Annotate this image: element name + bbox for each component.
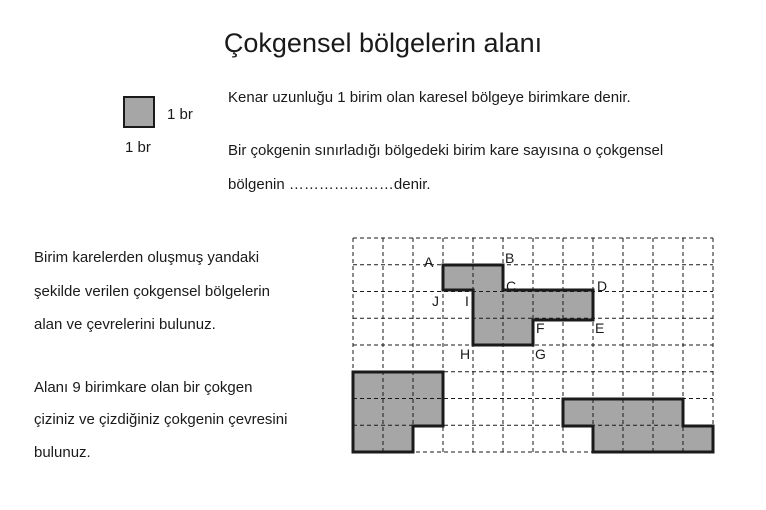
- exercise2-line-3: bulunuz.: [34, 444, 91, 461]
- exercise2-line-1: Alanı 9 birimkare olan bir çokgen: [34, 379, 253, 396]
- page-title: Çokgensel bölgelerin alanı: [223, 28, 543, 58]
- area-definition-line-1: Bir çokgenin sınırladığı bölgedeki birim kare sayısına o çokgensel: [228, 142, 664, 159]
- unit-side-label-bottom: 1 br: [125, 139, 151, 156]
- point-label-e: E: [595, 320, 605, 336]
- point-label-d: D: [597, 278, 608, 294]
- point-label-f: F: [536, 320, 545, 336]
- point-label-i: I: [465, 293, 469, 309]
- area-definition-line-2: bölgenin …………………denir.: [228, 176, 431, 193]
- point-label-j: J: [432, 293, 439, 309]
- exercise2-line-2: çiziniz ve çizdiğiniz çokgenin çevresini: [34, 411, 288, 428]
- point-label-a: A: [424, 254, 434, 270]
- point-label-h: H: [460, 346, 471, 362]
- point-label-c: C: [506, 278, 517, 294]
- exercise1-line-2: şekilde verilen çokgensel bölgelerin: [34, 283, 270, 300]
- unit-side-label-right: 1 br: [167, 106, 193, 123]
- exercise1-line-3: alan ve çevrelerini bulunuz.: [34, 316, 216, 333]
- point-label-b: B: [505, 250, 515, 266]
- polygon-bottom-left: [353, 372, 443, 452]
- point-label-g: G: [535, 346, 546, 362]
- unit-square-definition: Kenar uzunluğu 1 birim olan karesel bölgeye birimkare denir.: [228, 89, 631, 106]
- exercise1-line-1: Birim karelerden oluşmuş yandaki: [34, 249, 260, 266]
